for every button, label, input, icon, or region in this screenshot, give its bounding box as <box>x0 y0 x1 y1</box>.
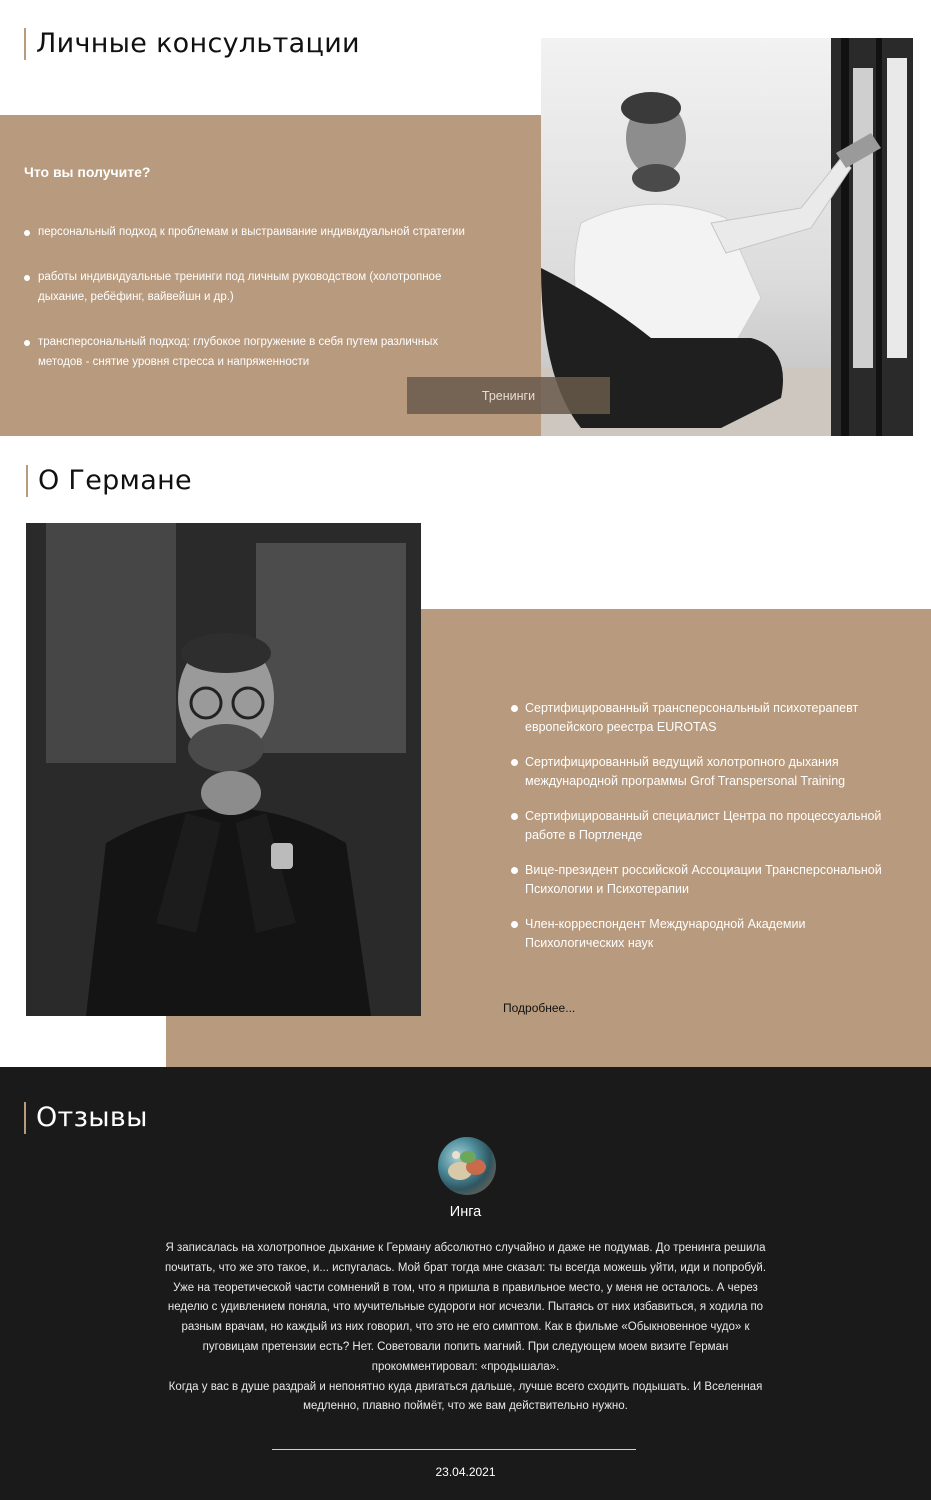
list-item: Сертифицированный специалист Центра по процессуальной работе в Портленде <box>511 807 891 844</box>
about-title: О Германе <box>26 465 192 497</box>
reviewer-name: Инга <box>449 1204 482 1220</box>
list-item: трансперсональный подход: глубокое погружение в себя путем различных методов - снятие уровня стресса и напряженности <box>24 332 474 372</box>
portrait-photo <box>26 523 421 1016</box>
list-item: персональный подход к проблемам и выстраивание индивидуальной стратегии <box>24 222 474 242</box>
trainings-button[interactable]: Тренинги <box>407 377 610 414</box>
divider <box>272 1449 636 1450</box>
consultations-subtitle: Что вы получите? <box>24 164 151 180</box>
review-text <box>160 1239 771 1417</box>
list-item: Член-корреспондент Международной Академии Психологических наук <box>511 915 891 952</box>
list-item: Сертифицированный ведущий холотропного дыхания международной программы Grof Transpersonal Training <box>511 753 891 790</box>
reviews-section <box>0 1067 931 1500</box>
list-item: Вице-президент российской Ассоциации Трансперсональной Психологии и Психотерапии <box>511 861 891 898</box>
consultations-title: Личные консультации <box>24 28 360 60</box>
benefits-list <box>24 222 474 397</box>
review-date: 23.04.2021 <box>435 1465 496 1479</box>
review-paragraph: Я записалась на холотропное дыхание к Герману абсолютно случайно и даже не подумав. До тренинга решила почитать, что же это такое, и... испугалась. Мой брат тогда мне сказал: ты всегда можешь уйти, иди и попробуй. <box>164 1242 767 1274</box>
review-paragraph: Уже на теоретической части сомнений в том, что я пришла в правильное место, у меня не осталось. А через неделю с удивлением поняла, что мучительные судороги ног исчезли. Пытаясь от них избавиться, я ходила по разным врачам, но каждый из них говорил, что это не его симптом. Как в фильме «Обыкновенное чудо» к пуговицам претензии есть? Нет. Советовали попить магний. При следующем моем визите Герман прокомментировал: «продышала». <box>167 1281 764 1373</box>
list-item: Сертифицированный трансперсональный психотерапевт европейского реестра EUROTAS <box>511 699 891 736</box>
more-link[interactable]: Подробнее... <box>503 1001 576 1015</box>
list-item: работы индивидуальные тренинги под личным руководством (холотропное дыхание, ребёфинг, вайвейшн и др.) <box>24 267 474 307</box>
review-paragraph: Когда у вас в душе раздрай и непонятно куда двигаться дальше, лучше всего сходить подышать. И Вселенная медленно, плавно поймёт, что же вам действительно нужно. <box>168 1380 763 1413</box>
credentials-list <box>511 699 891 969</box>
avatar <box>438 1137 496 1195</box>
reviews-title: Отзывы <box>24 1102 148 1134</box>
